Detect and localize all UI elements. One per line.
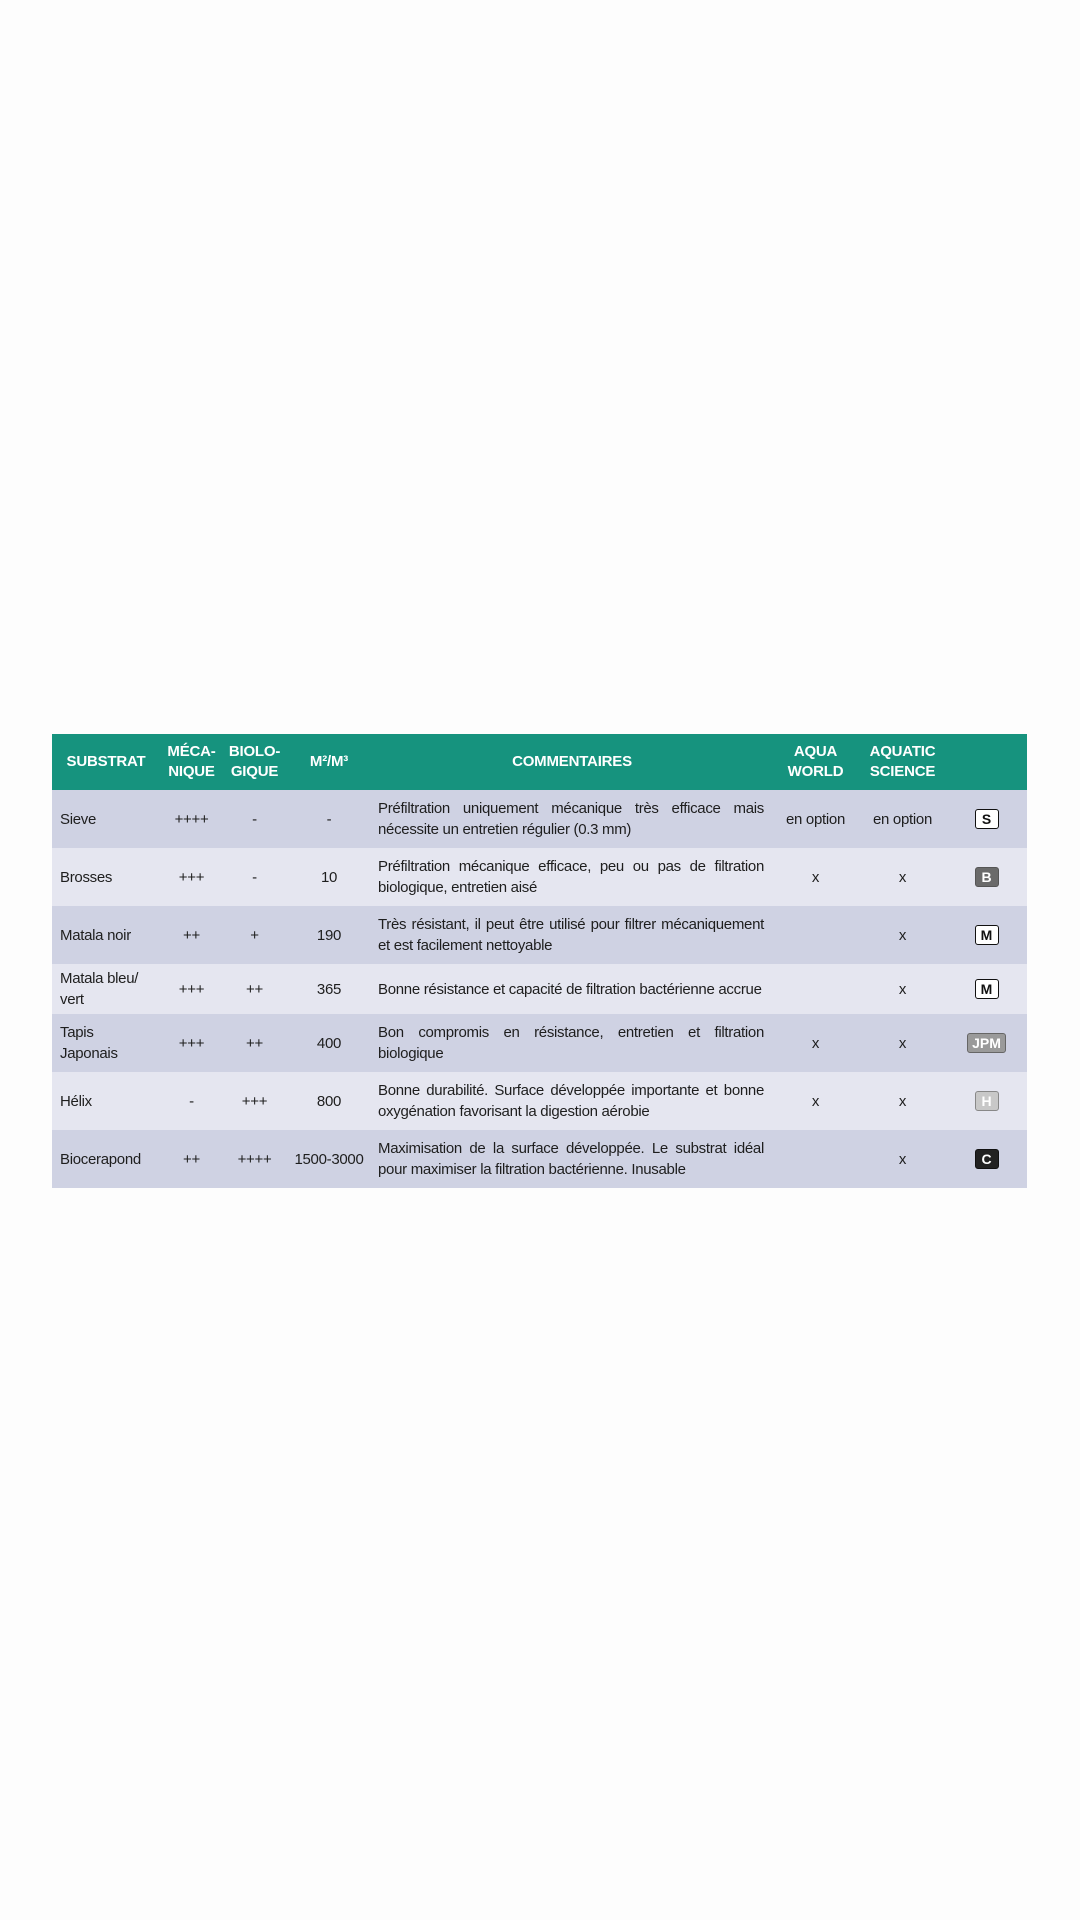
- cell-substrat: Tapis Japonais: [52, 1014, 160, 1072]
- table-row: [52, 1130, 1027, 1188]
- cell-biologique: +++: [223, 1072, 286, 1130]
- cell-mecanique: ++: [160, 906, 223, 964]
- cell-icon: [946, 964, 1027, 1014]
- cell-substrat: Biocerapond: [52, 1130, 160, 1188]
- cell-surface: 10: [286, 848, 372, 906]
- cell-substrat: Sieve: [52, 790, 160, 848]
- cell-biologique: -: [223, 848, 286, 906]
- cell-surface: 800: [286, 1072, 372, 1130]
- cell-commentaire: Préfiltration uniquement mécanique très efficace mais nécessite un entretien régulier (0.3 mm): [372, 790, 772, 848]
- cell-aquatic-science: x: [859, 906, 946, 964]
- cell-aquatic-science: x: [859, 1130, 946, 1188]
- header-aquatic-science: AQUATIC SCIENCE: [859, 734, 946, 790]
- cell-commentaire: Bonne durabilité. Surface développée importante et bonne oxygénation favorisant la digestion aérobie: [372, 1072, 772, 1130]
- substrate-comparison-table: [52, 734, 1027, 1188]
- cell-mecanique: +++: [160, 1014, 223, 1072]
- cell-commentaire: Très résistant, il peut être utilisé pour filtrer mécaniquement et est facilement nettoyable: [372, 906, 772, 964]
- cell-biologique: ++: [223, 1014, 286, 1072]
- cell-substrat: Matala bleu/ vert: [52, 964, 160, 1014]
- cell-aqua-world: [772, 1130, 859, 1188]
- cell-aquatic-science: en option: [859, 790, 946, 848]
- header-substrat: SUBSTRAT: [52, 734, 160, 790]
- table-body: [52, 790, 1027, 1188]
- b-badge-icon: B: [975, 867, 999, 887]
- s-badge-icon: S: [975, 809, 999, 829]
- cell-substrat: Matala noir: [52, 906, 160, 964]
- table-row: [52, 906, 1027, 964]
- cell-surface: -: [286, 790, 372, 848]
- m-badge-icon: M: [975, 979, 999, 999]
- header-aqua-world: AQUA WORLD: [772, 734, 859, 790]
- cell-biologique: -: [223, 790, 286, 848]
- table-row: [52, 1014, 1027, 1072]
- h-badge-icon: H: [975, 1091, 999, 1111]
- header-icon: [946, 734, 1027, 790]
- cell-aquatic-science: x: [859, 1072, 946, 1130]
- cell-aqua-world: [772, 906, 859, 964]
- table-row: [52, 790, 1027, 848]
- table-header: [52, 734, 1027, 790]
- cell-biologique: ++: [223, 964, 286, 1014]
- table-row: [52, 964, 1027, 1014]
- cell-commentaire: Préfiltration mécanique efficace, peu ou pas de filtration biologique, entretien aisé: [372, 848, 772, 906]
- substrate-comparison-table-wrapper: [52, 734, 1027, 1188]
- cell-biologique: ++++: [223, 1130, 286, 1188]
- cell-aqua-world: en option: [772, 790, 859, 848]
- cell-mecanique: +++: [160, 848, 223, 906]
- cell-icon: [946, 1072, 1027, 1130]
- cell-commentaire: Bonne résistance et capacité de filtration bactérienne accrue: [372, 964, 772, 1014]
- cell-biologique: +: [223, 906, 286, 964]
- cell-surface: 400: [286, 1014, 372, 1072]
- cell-substrat: Hélix: [52, 1072, 160, 1130]
- cell-mecanique: ++++: [160, 790, 223, 848]
- cell-aqua-world: x: [772, 1072, 859, 1130]
- cell-aqua-world: x: [772, 1014, 859, 1072]
- cell-surface: 365: [286, 964, 372, 1014]
- jpm-badge-icon: JPM: [967, 1033, 1006, 1053]
- cell-aquatic-science: x: [859, 1014, 946, 1072]
- table-row: [52, 848, 1027, 906]
- cell-aqua-world: x: [772, 848, 859, 906]
- cell-icon: [946, 848, 1027, 906]
- c-badge-icon: C: [975, 1149, 999, 1169]
- cell-aquatic-science: x: [859, 848, 946, 906]
- header-commentaires: COMMENTAIRES: [372, 734, 772, 790]
- m-badge-icon: M: [975, 925, 999, 945]
- header-surface: M²/M³: [286, 734, 372, 790]
- cell-substrat: Brosses: [52, 848, 160, 906]
- cell-mecanique: ++: [160, 1130, 223, 1188]
- cell-aquatic-science: x: [859, 964, 946, 1014]
- cell-icon: [946, 790, 1027, 848]
- cell-surface: 190: [286, 906, 372, 964]
- cell-commentaire: Maximisation de la surface développée. Le substrat idéal pour maximiser la filtration bactérienne. Inusable: [372, 1130, 772, 1188]
- header-mecanique: MÉCA- NIQUE: [160, 734, 223, 790]
- cell-surface: 1500-3000: [286, 1130, 372, 1188]
- header-row: [52, 734, 1027, 790]
- cell-mecanique: -: [160, 1072, 223, 1130]
- header-biologique: BIOLO- GIQUE: [223, 734, 286, 790]
- cell-icon: [946, 906, 1027, 964]
- cell-mecanique: +++: [160, 964, 223, 1014]
- cell-commentaire: Bon compromis en résistance, entretien et filtration biologique: [372, 1014, 772, 1072]
- cell-icon: [946, 1014, 1027, 1072]
- cell-aqua-world: [772, 964, 859, 1014]
- table-row: [52, 1072, 1027, 1130]
- cell-icon: [946, 1130, 1027, 1188]
